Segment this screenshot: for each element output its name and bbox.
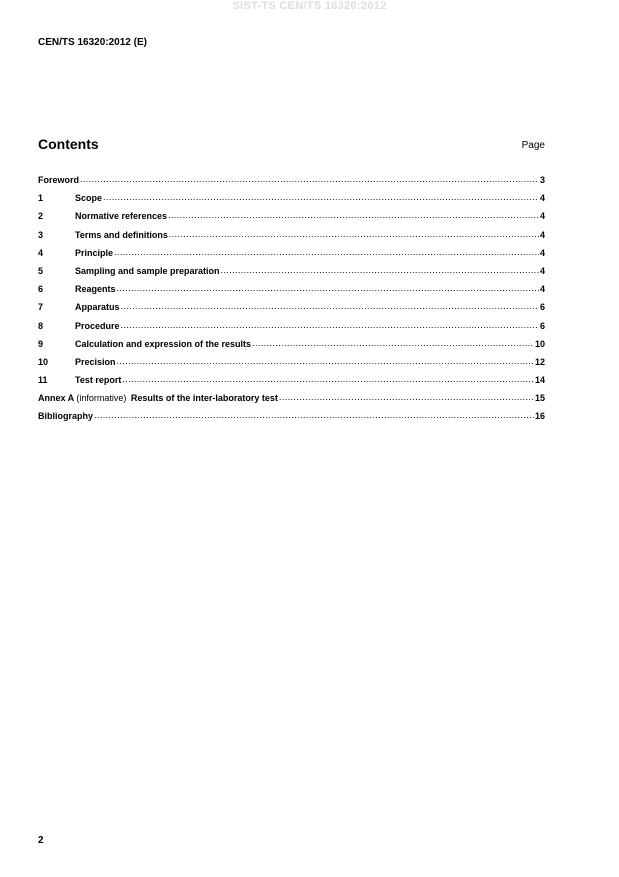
toc-entry-test-report[interactable] xyxy=(38,375,545,393)
toc-page: 14 xyxy=(534,375,545,386)
dot-leader xyxy=(121,320,539,330)
toc-page: 4 xyxy=(539,193,545,204)
watermark: SIST-TS CEN/TS 16320:2012 xyxy=(232,0,387,12)
annex-prefix: Annex A xyxy=(38,393,74,404)
toc-entry-calculation[interactable] xyxy=(38,339,545,357)
toc-title xyxy=(38,393,278,403)
toc-title: Test report xyxy=(75,375,122,386)
toc-entry-apparatus[interactable] xyxy=(38,302,545,320)
dot-leader xyxy=(121,301,539,311)
dot-leader xyxy=(114,247,539,257)
toc-page: 4 xyxy=(539,284,545,295)
annex-qualifier: (informative) xyxy=(76,393,127,404)
toc-page: 4 xyxy=(539,211,545,222)
toc-title: Bibliography xyxy=(38,411,94,422)
dot-leader xyxy=(279,392,534,402)
toc-number: 8 xyxy=(38,320,44,331)
dot-leader xyxy=(122,374,534,384)
toc-number: 4 xyxy=(38,247,44,258)
toc-number: 2 xyxy=(38,211,44,222)
toc-title: Terms and definitions xyxy=(75,229,168,240)
toc-entry-procedure[interactable] xyxy=(38,321,545,339)
toc-entry-precision[interactable] xyxy=(38,357,545,375)
toc-entry-bibliography[interactable] xyxy=(38,411,545,429)
toc-number: 6 xyxy=(38,284,44,295)
toc-title: Calculation and expression of the results xyxy=(75,338,252,349)
toc-title: Procedure xyxy=(75,320,120,331)
toc-number: 3 xyxy=(38,229,44,240)
toc-page: 12 xyxy=(534,356,545,367)
toc-number: 10 xyxy=(38,356,49,367)
page-column-label: Page xyxy=(521,140,545,151)
toc-number: 9 xyxy=(38,338,44,349)
toc-title: Principle xyxy=(75,247,114,258)
toc-title: Foreword xyxy=(38,175,80,185)
dot-leader xyxy=(117,283,539,293)
toc-title: Sampling and sample preparation xyxy=(75,265,220,276)
toc-entry-principle[interactable] xyxy=(38,248,545,266)
toc-entry-foreword[interactable] xyxy=(38,175,545,193)
toc-page: 16 xyxy=(534,411,545,422)
document-id: CEN/TS 16320:2012 (E) xyxy=(38,37,147,48)
toc-number: 1 xyxy=(38,193,44,204)
toc-entry-normative-references[interactable] xyxy=(38,211,545,229)
dot-leader xyxy=(169,229,539,239)
toc-entry-terms-and-definitions[interactable] xyxy=(38,230,545,248)
contents-title: Contents xyxy=(38,136,99,152)
table-of-contents xyxy=(38,175,545,430)
toc-title: Normative references xyxy=(75,211,168,222)
toc-title: Reagents xyxy=(75,284,116,295)
toc-page: 4 xyxy=(539,229,545,240)
toc-entry-annex-a[interactable] xyxy=(38,393,545,411)
dot-leader xyxy=(80,174,539,184)
toc-title: Precision xyxy=(75,356,116,367)
toc-page: 4 xyxy=(539,247,545,258)
toc-entry-reagents[interactable] xyxy=(38,284,545,302)
toc-page: 6 xyxy=(539,320,545,331)
annex-title: Results of the inter-laboratory test xyxy=(130,393,278,404)
toc-number: 5 xyxy=(38,265,44,276)
dot-leader xyxy=(252,338,534,348)
toc-title: Apparatus xyxy=(75,302,120,313)
dot-leader xyxy=(103,192,539,202)
dot-leader xyxy=(168,210,539,220)
toc-entry-scope[interactable] xyxy=(38,193,545,211)
toc-page: 6 xyxy=(539,302,545,313)
toc-entry-sampling[interactable] xyxy=(38,266,545,284)
toc-title: Scope xyxy=(75,193,103,204)
toc-page: 3 xyxy=(539,175,545,185)
toc-page: 10 xyxy=(534,338,545,349)
toc-page: 15 xyxy=(534,393,545,404)
toc-number: 7 xyxy=(38,302,44,313)
dot-leader xyxy=(94,410,534,420)
toc-number: 11 xyxy=(38,375,48,386)
dot-leader xyxy=(221,265,539,275)
dot-leader xyxy=(117,356,534,366)
toc-page: 4 xyxy=(539,265,545,276)
page-number: 2 xyxy=(38,835,44,846)
